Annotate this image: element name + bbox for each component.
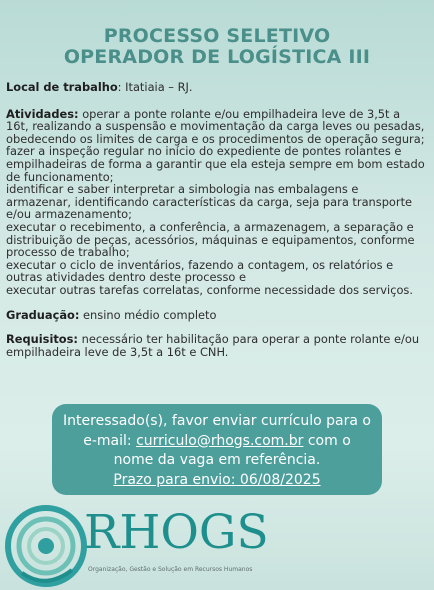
atividades-section: [6, 108, 426, 297]
title-line-2: OPERADOR DE LOGÍSTICA III: [63, 46, 371, 68]
email-prefix: e-mail:: [83, 432, 137, 449]
requisitos-value: necessário ter habilitação para operar a ponte rolante e/ou empilhadeira leve de 3,5t a 16t e CNH.: [6, 332, 420, 359]
atividades-label: Atividades:: [6, 106, 79, 121]
atividades-text: operar a ponte rolante e/ou empilhadeira leve de 3,5t a 16t, realizando a suspensão e movimentação da carga leves ou pesadas, obedecendo os limites de carga e os procedimentos de operação segura;: [6, 106, 425, 146]
local-section: [6, 81, 426, 94]
atividade-item: executar outras tarefas correlatas, conforme necessidade dos serviços.: [6, 282, 413, 297]
cta-line-2: [52, 432, 382, 452]
page-title: [0, 26, 434, 68]
atividade-item: identificar e saber interpretar a simbologia nas embalagens e armazenar, identificando características da carga, seja para transporte e/ou armazenamento;: [6, 182, 413, 222]
logo-tagline: Organização, Gestão e Solução em Recursos Humanos: [88, 566, 253, 573]
graduacao-value: ensino médio completo: [83, 307, 217, 322]
graduacao-section: [6, 309, 426, 322]
email-link[interactable]: curriculo@rhogs.com.br: [136, 432, 304, 449]
graduacao-label: Graduação:: [6, 307, 80, 322]
rhogs-emblem-icon: [2, 498, 90, 590]
atividade-item: executar o recebimento, a conferência, a armazenagem, a separação e distribuição de peças, acessórios, máquinas e equipamentos, conforme processo de trabalho;: [6, 219, 415, 260]
logo-wordmark: RHOGS: [84, 505, 269, 560]
title-line-1: PROCESSO SELETIVO: [103, 25, 331, 47]
cta-line-1: Interessado(s), favor enviar currículo para o: [63, 413, 371, 429]
job-description: [6, 81, 426, 370]
requisitos-label: Requisitos:: [6, 332, 78, 347]
local-value: : Itatiaia – RJ.: [117, 80, 193, 94]
requisitos-section: [6, 333, 426, 358]
cta-line-3: nome da vaga em referência.: [113, 452, 321, 468]
application-box: [52, 404, 382, 495]
atividade-item: executar o ciclo de inventários, fazendo a contagem, os relatórios e outras atividades dentro deste processo e: [6, 257, 394, 285]
atividade-item: fazer a inspeção regular no início do expediente de pontes rolantes e empilhadeiras de forma a garantir que ela esteja sempre em bom estado de funcionamento;: [6, 144, 425, 184]
local-label: Local de trabalho: [6, 80, 118, 94]
deadline: Prazo para envio: 06/08/2025: [113, 471, 321, 488]
email-suffix: com o: [303, 432, 351, 449]
